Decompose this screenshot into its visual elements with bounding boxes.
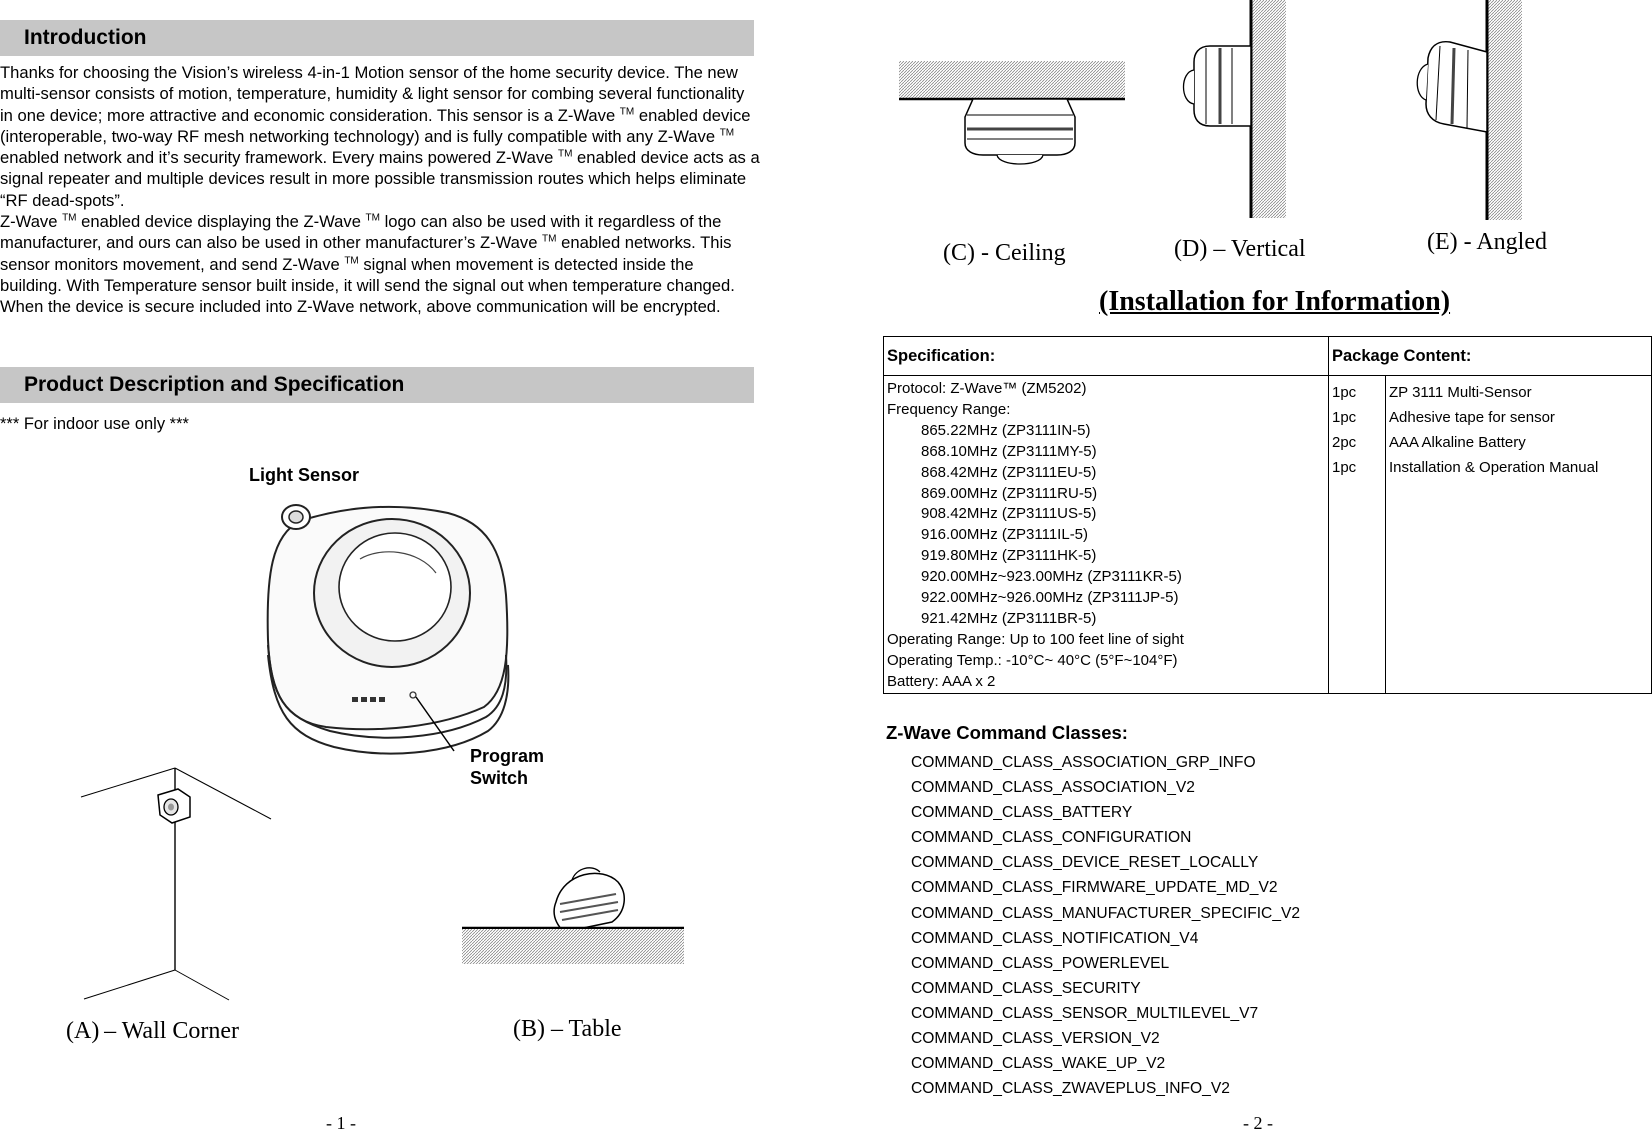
caption-a: (A) – Wall Corner bbox=[66, 1018, 240, 1044]
package-qty: 1pc bbox=[1332, 459, 1357, 476]
package-item: Installation & Operation Manual bbox=[1389, 459, 1599, 476]
command-classes-list bbox=[911, 750, 1300, 1101]
spec-lines bbox=[887, 379, 1325, 693]
table-diagram bbox=[460, 860, 690, 970]
command-class-item: COMMAND_CLASS_DEVICE_RESET_LOCALLY bbox=[911, 854, 1259, 872]
intro-paragraph bbox=[0, 62, 760, 318]
caption-d: (D) – Vertical bbox=[1174, 236, 1306, 262]
spec-line: 908.42MHz (ZP3111US-5) bbox=[921, 505, 1097, 523]
program-label-line: Program bbox=[470, 746, 545, 766]
command-class-item: COMMAND_CLASS_ASSOCIATION_GRP_INFO bbox=[911, 754, 1256, 771]
spec-line: 865.22MHz (ZP3111IN-5) bbox=[921, 421, 1091, 439]
spec-table-body-row bbox=[884, 376, 1652, 694]
switch-label-line: Switch bbox=[470, 768, 529, 788]
spec-line: Frequency Range: bbox=[887, 400, 1011, 418]
command-class-item: COMMAND_CLASS_VERSION_V2 bbox=[911, 1030, 1160, 1048]
tm-mark: TM bbox=[62, 212, 77, 224]
caption-e: (E) - Angled bbox=[1427, 229, 1547, 255]
package-header-cell: Package Content: bbox=[1329, 337, 1652, 376]
spec-table bbox=[883, 336, 1652, 694]
light-sensor-label: Light Sensor bbox=[249, 465, 360, 485]
package-qty-list bbox=[1332, 380, 1382, 480]
spec-line: 868.42MHz (ZP3111EU-5) bbox=[921, 463, 1097, 481]
intro-text: enabled device (interoperable, two-way RF mesh networking technology) and is fully compatible with any Z-Wave bbox=[0, 105, 751, 146]
spec-heading-bar bbox=[0, 367, 754, 403]
spec-line: 921.42MHz (ZP3111BR-5) bbox=[921, 609, 1097, 627]
spec-line: 922.00MHz~926.00MHz (ZP3111JP-5) bbox=[921, 589, 1179, 607]
spec-line: Protocol: Z-Wave™ (ZM5202) bbox=[887, 380, 1087, 397]
package-item-list bbox=[1389, 380, 1648, 480]
command-class-item: COMMAND_CLASS_NOTIFICATION_V4 bbox=[911, 929, 1199, 947]
caption-c: (C) - Ceiling bbox=[943, 240, 1066, 266]
package-item: ZP 3111 Multi-Sensor bbox=[1389, 384, 1532, 401]
package-qty-cell bbox=[1329, 376, 1386, 694]
intro-text: enabled device displaying the Z-Wave bbox=[76, 212, 366, 232]
tm-mark: TM bbox=[619, 106, 635, 118]
package-item: Adhesive tape for sensor bbox=[1389, 409, 1555, 426]
vertical-diagram bbox=[1180, 0, 1290, 225]
installation-title: (Installation for Information) bbox=[1099, 286, 1451, 317]
intro-text: signal when movement is detected inside the building. With Temperature sensor built inside, it will send the signal out when temperature changed. When the device is secure included into Z-Wave network, above communication will be encrypted. bbox=[0, 254, 735, 317]
intro-text: Z-Wave bbox=[0, 212, 63, 232]
intro-heading: Introduction bbox=[24, 26, 147, 49]
spec-line: 919.80MHz (ZP3111HK-5) bbox=[921, 547, 1097, 565]
tm-mark: TM bbox=[365, 212, 380, 224]
command-class-item: COMMAND_CLASS_ASSOCIATION_V2 bbox=[911, 779, 1195, 797]
program-switch-label bbox=[470, 745, 544, 789]
command-class-item: COMMAND_CLASS_MANUFACTURER_SPECIFIC_V2 bbox=[911, 904, 1301, 922]
command-class-item: COMMAND_CLASS_SECURITY bbox=[911, 979, 1141, 997]
command-classes-title: Z-Wave Command Classes: bbox=[886, 722, 1128, 743]
command-class-item: COMMAND_CLASS_WAKE_UP_V2 bbox=[911, 1055, 1166, 1073]
spec-line: 916.00MHz (ZP3111IL-5) bbox=[921, 526, 1089, 544]
spec-line: Operating Temp.: -10°C~ 40°C (5°F~104°F) bbox=[887, 651, 1178, 669]
intro-text: logo can also be used with it regardless of the manufacturer, and ours can also be used in other manufacturer’s Z-Wave bbox=[0, 212, 722, 253]
page-number-2: - 2 - bbox=[1243, 1113, 1273, 1133]
spec-table-header-row bbox=[884, 337, 1652, 376]
package-qty: 1pc bbox=[1332, 384, 1357, 401]
spec-line: 869.00MHz (ZP3111RU-5) bbox=[921, 484, 1098, 502]
intro-heading-bar bbox=[0, 20, 754, 56]
ceiling-diagram bbox=[895, 55, 1135, 175]
spec-list-cell bbox=[884, 376, 1329, 694]
spec-line: Operating Range: Up to 100 feet line of sight bbox=[887, 630, 1184, 648]
command-class-item: COMMAND_CLASS_FIRMWARE_UPDATE_MD_V2 bbox=[911, 879, 1278, 897]
spec-line: 920.00MHz~923.00MHz (ZP3111KR-5) bbox=[921, 568, 1182, 586]
angled-diagram bbox=[1410, 0, 1530, 225]
package-item-cell bbox=[1386, 376, 1652, 694]
wall-corner-diagram bbox=[80, 765, 280, 1005]
package-qty: 2pc bbox=[1332, 434, 1357, 451]
indoor-note: *** For indoor use only *** bbox=[0, 415, 189, 433]
package-item: AAA Alkaline Battery bbox=[1389, 434, 1526, 451]
tm-mark: TM bbox=[344, 255, 359, 267]
tm-mark: TM bbox=[719, 127, 735, 139]
spec-line: 868.10MHz (ZP3111MY-5) bbox=[921, 442, 1097, 460]
page-number-1: - 1 - bbox=[326, 1113, 356, 1133]
spec-header-cell: Specification: bbox=[884, 337, 1329, 376]
spec-line: Battery: AAA x 2 bbox=[887, 672, 996, 690]
intro-text: Thanks for choosing the Vision’s wireless 4-in-1 Motion sensor of the home security device. The new multi-sensor consists of motion, temperature, humidity & light sensor for combing several functionality in one device; more attractive and economic consideration. This sensor is a Z-Wave bbox=[0, 63, 745, 125]
command-class-item: COMMAND_CLASS_ZWAVEPLUS_INFO_V2 bbox=[911, 1080, 1230, 1098]
caption-b: (B) – Table bbox=[513, 1016, 622, 1042]
tm-mark: TM bbox=[557, 148, 573, 160]
command-class-item: COMMAND_CLASS_CONFIGURATION bbox=[911, 829, 1192, 847]
intro-text: enabled device acts as a signal repeater and multiple devices result in more possible transmission routes which helps eliminate “RF dead-spots”. bbox=[0, 148, 760, 210]
intro-text: enabled network and it’s security framework. Every mains powered Z-Wave bbox=[0, 148, 558, 168]
command-class-item: COMMAND_CLASS_BATTERY bbox=[911, 804, 1133, 822]
command-class-item: COMMAND_CLASS_POWERLEVEL bbox=[911, 954, 1170, 972]
spec-heading: Product Description and Specification bbox=[24, 373, 405, 396]
sensor-illustration bbox=[230, 455, 570, 795]
package-qty: 1pc bbox=[1332, 409, 1357, 426]
intro-text: enabled networks. This sensor monitors movement, and send Z-Wave bbox=[0, 233, 732, 274]
tm-mark: TM bbox=[542, 233, 557, 245]
command-class-item: COMMAND_CLASS_SENSOR_MULTILEVEL_V7 bbox=[911, 1004, 1259, 1022]
